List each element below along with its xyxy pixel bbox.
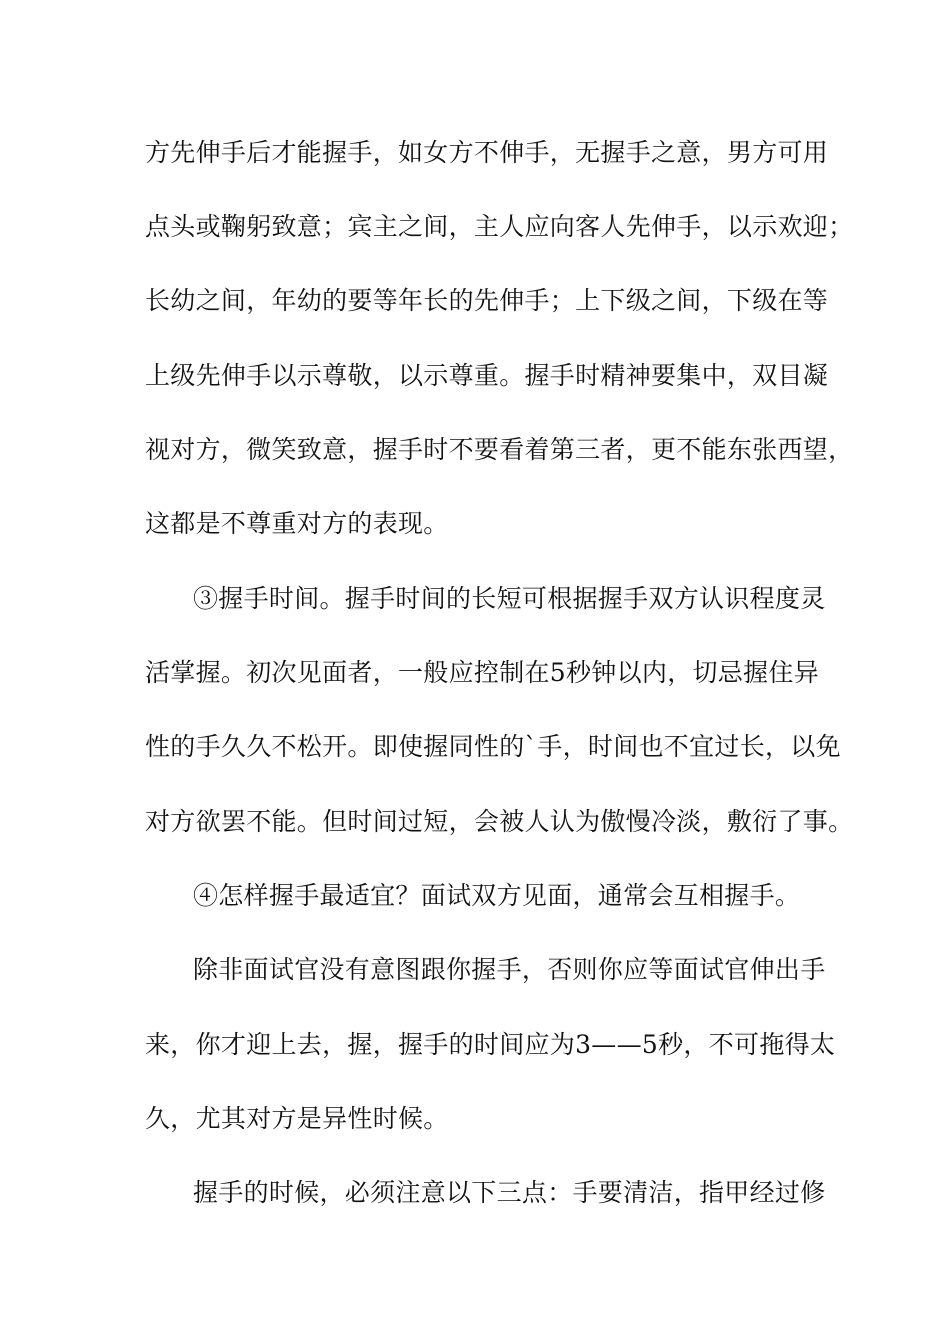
text-line-10: 对方欲罢不能。但时间过短，会被人认为傲慢冷淡，敷衍了事。 xyxy=(145,807,854,836)
paragraph-handshake-three-points: 握手的时候，必须注意以下三点：手要清洁，指甲经过修 xyxy=(193,1178,826,1207)
paragraph-handshake-duration: ③握手时间。握手时间的长短可根据握手双方认识程度灵 xyxy=(193,584,826,613)
text-line-14: 久，尤其对方是异性时候。 xyxy=(145,1104,449,1133)
text-line-3: 长幼之间，年幼的要等年长的先伸手；上下级之间，下级在等 xyxy=(145,286,829,315)
text-line-2: 点头或鞠躬致意；宾主之间，主人应向客人先伸手，以示欢迎； xyxy=(145,212,854,241)
text-line-13: 来，你才迎上去，握，握手的时间应为3——5秒，不可拖得太 xyxy=(145,1030,836,1059)
text-line-8: 活掌握。初次见面者，一般应控制在5秒钟以内，切忌握住异 xyxy=(145,658,820,687)
text-line-9: 性的手久久不松开。即使握同性的`手，时间也不宜过长，以免 xyxy=(145,732,841,761)
text-line-4: 上级先伸手以示尊敬，以示尊重。握手时精神要集中，双目凝 xyxy=(145,361,829,390)
paragraph-handshake-best-practice: ④怎样握手最适宜？面试双方见面，通常会互相握手。 xyxy=(193,881,801,910)
text-line-5: 视对方，微笑致意，握手时不要看着第三者，更不能东张西望， xyxy=(145,435,854,464)
text-line-6: 这都是不尊重对方的表现。 xyxy=(145,509,449,538)
paragraph-interviewer-handshake: 除非面试官没有意图跟你握手，否则你应等面试官伸出手 xyxy=(193,955,826,984)
text-line-1: 方先伸手后才能握手，如女方不伸手，无握手之意，男方可用 xyxy=(145,138,829,167)
